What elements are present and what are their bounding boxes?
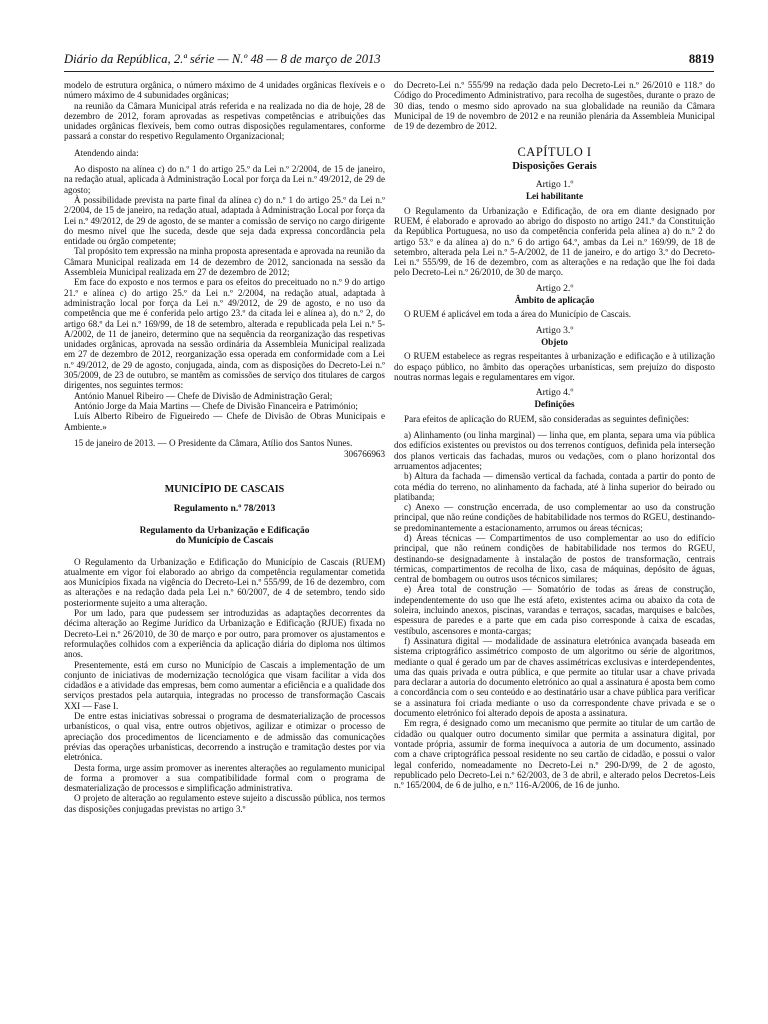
definition-item: b) Altura da fachada — dimensão vertical da fachada, contada a partir do ponto de cota média do terreno, no alinhamento da fachada, até à linha superior do beirado ou platibanda;: [394, 471, 715, 502]
regulation-title: Regulamento da Urbanização e Edificação do Município de Cascais: [139, 525, 310, 547]
paragraph: Atendendo ainda:: [74, 147, 139, 158]
paragraph: Presentemente, está em curso no Município de Cascais a implementação de um conjunto de iniciativas de modernização tecnológica que visam facilitar a vida dos cidadãos e a atividade das empresas, bem como aumentar a eficiência e a qualidade dos serviços prestados pela autarquia, integradas no processo de transformação Cascais XXI — Fase I.: [64, 659, 385, 711]
page-header: [64, 52, 714, 70]
definition-item: a) Alinhamento (ou linha marginal) — linha que, em planta, separa uma via pública dos edifícios existentes ou previstos ou dos terrenos contíguos, definida pela interseção dos planos verticais das fachadas, muros ou vedações, com o plano horizontal dos arruamentos adjacentes;: [394, 430, 715, 471]
paragraph: na reunião da Câmara Municipal atrás referida e na realizada no dia de hoje, 28 de dezembro de 2012, foram aprovadas as respetivas competências e atribuições das unidades orgânicas flexíveis, bem como outras disposições regulamentares, conforme passará a constar do respetivo Regulamento Organizacional;: [64, 100, 385, 142]
definition-item: c) Anexo — construção encerrada, de uso complementar ao uso da construção principal, que não reúne condições de habitabilidade nos termos do RGEU, destinando-se predominantemente a estacionamento, arrumos ou áreas técnicas;: [394, 502, 715, 533]
paragraph: O Regulamento da Urbanização e Edificação, de ora em diante designado por RUEM, é elaborado e aprovado ao abrigo do disposto no artigo 241.º da Constituição da República Portuguesa, no uso da competência conferida pela alínea a) do n.º 2 do artigo 53.º e da alínea a) do n.º 6 do artigo 64.º, ambas da Lei n.º 169/99, de 18 de setembro, alterada pela Lei n.º 5-A/2002, de 11 de janeiro, e do artigo 3.º do Decreto-Lei n.º 555/99, de 16 de dezembro, com as alterações e na redação que lhe foi dada pelo Decreto-Lei n.º 26/2010, de 30 de março.: [394, 205, 715, 278]
paragraph: do Decreto-Lei n.º 555/99 na redação dada pelo Decreto-Lei n.º 26/2010 e 118.º do Código do Procedimento Administrativo, para recolha de sugestões, durante o prazo de 30 dias, tendo o mesmo sido aprovado na sua globalidade na reunião da Câmara Municipal de 19 de novembro de 2012 e na reunião plenária da Assembleia Municipal de 19 de dezembro de 2012.: [394, 80, 715, 132]
definition-item: f) Assinatura digital — modalidade de assinatura eletrónica avançada baseada em sistema criptográfico assimétrico composto de um algoritmo ou série de algoritmos, mediante o qual é gerado um par de chaves assimétricas exclusivas e interdependentes, uma das quais privada e outra pública, e que permite ao titular usar a chave privada para declarar a autoria do documento eletrónico ao qual a assinatura é aposta bem como a concordância com o seu conteúdo e ao destinatário usar a chave pública para verificar se a assinatura foi criada mediante o uso da correspondente chave privada e se o documento eletrónico foi alterado depois de aposta a assinatura.: [394, 635, 715, 719]
article-number: Artigo 3.º: [535, 324, 574, 336]
paragraph: Em regra, é designado como um mecanismo que permite ao titular de um cartão de cidadão ou qualquer outro documento similar que permita a assinatura digital, por vontade própria, assumir de forma inequívoca a autoria de um documento, assinado com a chave criptográfica pessoal residente no seu cartão de cidadão, e possui o valor legal conferido, nomeadamente no Decreto-Lei n.º 290-D/99, de 2 de agosto, republicado pelo Decreto-Lei n.º 62/2003, de 3 de abril, e alterado pelos Decretos-Leis n.º 165/2004, de 6 de julho, e n.º 116-A/2006, de 16 de junho.: [394, 718, 715, 791]
chapter-heading: CAPÍTULO I: [517, 145, 592, 160]
article-title: Definições: [534, 399, 575, 410]
paragraph: O projeto de alteração ao regulamento esteve sujeito a discussão pública, nos termos das disposições conjugadas previstas no artigo 3.º: [64, 793, 385, 814]
paragraph: Tal propósito tem expressão na minha proposta apresentada e aprovada na reunião da Câmara Municipal realizada em 14 de dezembro de 2012, sancionada na sessão da Assembleia Municipal realizada em 27 de dezembro de 2012;: [64, 246, 385, 278]
paragraph: Para efeitos de aplicação do RUEM, são consideradas as seguintes definições:: [404, 413, 690, 424]
paragraph: Desta forma, urge assim promover as inerentes alterações ao regulamento municipal de forma a promover a sua compatibilidade formal com o programa de desmaterialização de processos e simplificação administrativa.: [64, 762, 385, 794]
paragraph: modelo de estrutura orgânica, o número máximo de 4 unidades orgânicas flexíveis e o número máximo de 4 subunidades orgânicas;: [64, 80, 385, 101]
journal-title: Diário da República, 2.ª série — N.º 48 — 8 de março de 2013: [64, 52, 381, 66]
article-title: Lei habilitante: [525, 191, 584, 202]
document-code: 306766963: [343, 449, 385, 460]
paragraph: António Manuel Ribeiro — Chefe de Divisão de Administração Geral;: [74, 390, 333, 401]
regulation-number: Regulamento n.º 78/2013: [173, 502, 276, 514]
article-number: Artigo 4.º: [535, 387, 574, 399]
definition-item: d) Áreas técnicas — Compartimentos de uso complementar ao uso do edifício principal, que não reúnem condições de habitabilidade nos termos do RGEU, destinando-se designadamente à instalação de postos de transformação, centrais térmicas, compartimentos de recolha de lixo, casa de máquinas, depósito de águas, central de bombagem ou outros usos técnicos similares;: [394, 532, 715, 585]
chapter-title: Disposições Gerais: [512, 160, 597, 172]
paragraph: Luís Alberto Ribeiro de Figueiredo — Chefe de Divisão de Obras Municipais e Ambiente.»: [64, 411, 385, 432]
paragraph: O RUEM é aplicável em toda a área do Município de Cascais.: [404, 309, 632, 320]
header-rule: [64, 71, 714, 72]
article-number: Artigo 1.º: [535, 179, 574, 191]
page-number: 8819: [688, 52, 714, 66]
paragraph: De entre estas iniciativas sobressai o programa de desmaterialização de processos urbanísticos, o qual visa, entre outros objetivos, agilizar e otimizar o processo de apreciação dos procedimentos de licenciamento e de admissão das comunicações prévias das operações urbanísticas, decorrendo a instrução e tramitação destes por via eletrónica.: [64, 711, 385, 763]
article-title: Objeto: [541, 336, 568, 347]
definition-item: e) Área total de construção — Somatório de todas as áreas de construção, independentemente do uso que lhe está afeto, existentes acima ou abaixo da cota de soleira, incluindo anexos, piscinas, varandas e terraços, sacadas, marquises e balcões, espessura de paredes e a parte que em cada piso corresponde à caixa de escadas, vestíbulo, ascensores e monta-cargas;: [394, 584, 715, 636]
left-column: [64, 80, 385, 1015]
paragraph: À possibilidade prevista na parte final da alínea c) do n.º 1 do artigo 25.º da Lei n.º 2/2004, de 15 de janeiro, na redação atual, adaptada à Administração Local por força da Lei n.º 49/2012, de 29 de agosto, de se manter a comissão de serviço no cargo dirigente do mesmo nível que lhe suceda, desde que seja dada expressa concordância pela entidade ou órgão competente;: [64, 194, 385, 247]
article-title: Âmbito de aplicação: [514, 295, 595, 306]
paragraph: Por um lado, para que pudessem ser introduzidas as adaptações decorrentes da décima alteração ao Regime Jurídico da Urbanização e Edificação (RJUE) fixada no Decreto-Lei n.º 26/2010, de 30 de março e por outro, para promover os ajustamentos e reformulações colhidos com a experiência da aplicação diária do diploma nos últimos anos.: [64, 608, 385, 660]
paragraph: O Regulamento da Urbanização e Edificação do Município de Cascais (RUEM) atualmente em vigor foi elaborado ao abrigo da competência regulamentar cometida aos Municípios fixada na vigência do Decreto-Lei n.º 555/99, de 16 de dezembro, com as alterações e na redação dada pela Lei n.º 60/2007, de 4 de setembro, tendo sido posteriormente sujeito a uma alteração.: [64, 556, 385, 608]
paragraph: O RUEM estabelece as regras respeitantes à urbanização e edificação e à utilização do espaço público, no âmbito das operações urbanísticas, sem prejuízo do disposto noutras normas legais e regulamentares em vigor.: [394, 351, 715, 382]
section-title: MUNICÍPIO DE CASCAIS: [164, 484, 285, 496]
paragraph: António Jorge da Maia Martins — Chefe de Divisão Financeira e Património;: [74, 400, 358, 411]
signature-line: 15 de janeiro de 2013. — O Presidente da Câmara, Atílio dos Santos Nunes.: [74, 437, 353, 448]
paragraph: Em face do exposto e nos termos e para os efeitos do preceituado no n.º 9 do artigo 21.º e alínea c) do artigo 25.º da Lei n.º 2/2004, na redação atual, adaptada à administração local por força da Lei n.º 49/2012, de 29 de agosto, e no uso da competência que me é conferida pelo artigo 23.º da citada lei e alínea a), do n.º 2, do artigo 68.º da Lei n.º 169/99, de 18 de setembro, alterada e republicada pela Lei n.º 5-A/2002, de 11 de janeiro, determino que na sequência da reorganização das respetivas unidades orgânicas, aprovada na sessão ordinária da Assembleia Municipal realizada em 27 de dezembro de 2012, reorganização essa operada em conformidade com a Lei n.º 49/2012, de 29 de agosto, conjugada, ainda, com as disposições do Decreto-Lei n.º 305/2009, de 23 de outubro, se mantêm as comissões de serviço dos titulares de cargos dirigentes, nos seguintes termos:: [64, 277, 385, 391]
article-number: Artigo 2.º: [535, 282, 574, 294]
right-column: [394, 80, 715, 1015]
paragraph: Ao disposto na alínea c) do n.º 1 do artigo 25.º da Lei n.º 2/2004, de 15 de janeiro, na redação atual, aplicada à Administração Local por força da Lei n.º 49/2012, de 29 de agosto;: [64, 164, 385, 195]
